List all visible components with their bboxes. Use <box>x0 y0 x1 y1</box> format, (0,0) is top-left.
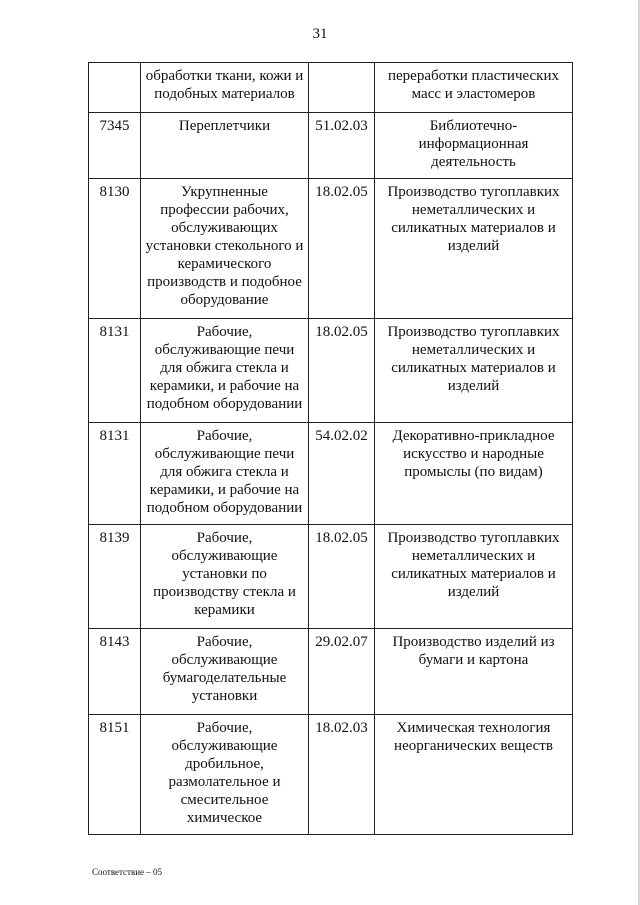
occupation-code-cell: 8143 <box>89 629 141 715</box>
table-row <box>89 179 573 319</box>
specialty-name-cell: Библиотечно- информационная деятельность <box>375 113 573 179</box>
table-row <box>89 423 573 525</box>
specialty-name-cell: Производство тугоплавких неметаллических и силикатных материалов и изделий <box>375 525 573 629</box>
occupation-name-cell: Рабочие, обслуживающие установки по производству стекла и керамики <box>141 525 309 629</box>
occupation-code-cell: 8139 <box>89 525 141 629</box>
table-row <box>89 63 573 113</box>
occupations-table <box>88 62 573 835</box>
page-number: 31 <box>312 26 328 42</box>
occupation-code-cell <box>89 63 141 113</box>
occupation-name-cell: обработки ткани, кожи и подобных материалов <box>141 63 309 113</box>
specialty-code-cell: 18.02.03 <box>309 715 375 835</box>
table-row <box>89 629 573 715</box>
specialty-code-cell: 18.02.05 <box>309 319 375 423</box>
table-row <box>89 113 573 179</box>
occupation-name-cell: Укрупненные профессии рабочих, обслуживающих установки стекольного и керамического производств и подобное оборудование <box>141 179 309 319</box>
specialty-name-cell: Производство тугоплавких неметаллических и силикатных материалов и изделий <box>375 319 573 423</box>
occupation-name-cell: Рабочие, обслуживающие печи для обжига стекла и керамики, и рабочие на подобном оборудовании <box>141 423 309 525</box>
occupation-code-cell: 8130 <box>89 179 141 319</box>
occupation-name-cell: Рабочие, обслуживающие бумагоделательные установки <box>141 629 309 715</box>
specialty-name-cell: Декоративно-прикладное искусство и народные промыслы (по видам) <box>375 423 573 525</box>
specialty-code-cell: 18.02.05 <box>309 525 375 629</box>
footer-note: Соответствие – 05 <box>92 867 163 877</box>
occupation-name-cell: Рабочие, обслуживающие дробильное, размолательное и смесительное химическое <box>141 715 309 835</box>
occupation-name-cell: Рабочие, обслуживающие печи для обжига стекла и керамики, и рабочие на подобном оборудовании <box>141 319 309 423</box>
table-row <box>89 525 573 629</box>
specialty-code-cell: 54.02.02 <box>309 423 375 525</box>
occupation-code-cell: 8151 <box>89 715 141 835</box>
specialty-code-cell <box>309 63 375 113</box>
table-row <box>89 715 573 835</box>
specialty-name-cell: Производство изделий из бумаги и картона <box>375 629 573 715</box>
occupation-code-cell: 8131 <box>89 423 141 525</box>
occupation-name-cell: Переплетчики <box>141 113 309 179</box>
specialty-code-cell: 51.02.03 <box>309 113 375 179</box>
specialty-name-cell: Производство тугоплавких неметаллических и силикатных материалов и изделий <box>375 179 573 319</box>
specialty-code-cell: 18.02.05 <box>309 179 375 319</box>
occupation-code-cell: 8131 <box>89 319 141 423</box>
specialty-name-cell: переработки пластических масс и эластомеров <box>375 63 573 113</box>
specialty-name-cell: Химическая технология неорганических веществ <box>375 715 573 835</box>
specialty-code-cell: 29.02.07 <box>309 629 375 715</box>
occupation-code-cell: 7345 <box>89 113 141 179</box>
table-row <box>89 319 573 423</box>
